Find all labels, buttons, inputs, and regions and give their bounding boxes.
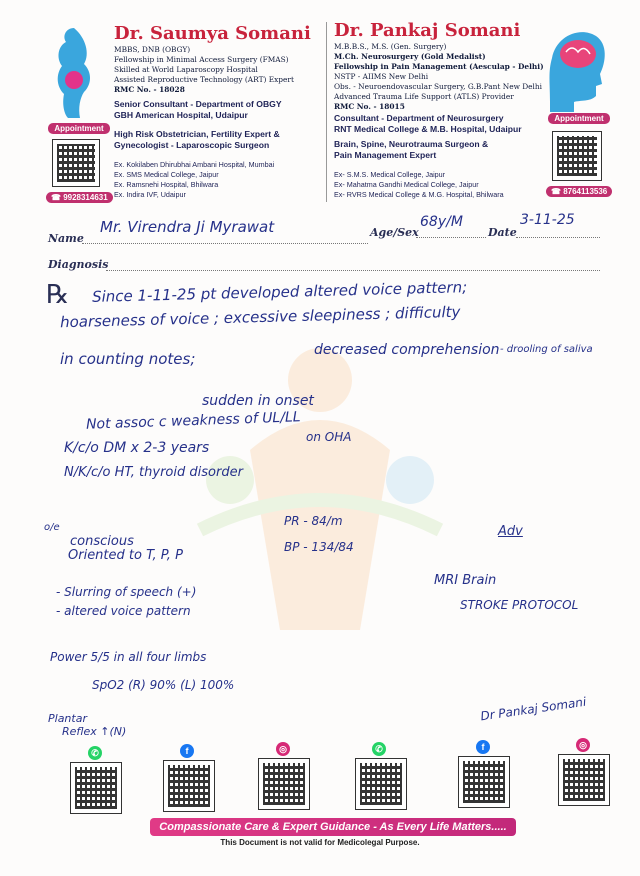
position-line: Gynecologist - Laparoscopic Surgeon: [114, 140, 270, 150]
date-line: [516, 237, 600, 238]
brain-head-icon: [540, 22, 610, 112]
note-line: Power 5/5 in all four limbs: [50, 650, 207, 664]
footer-disclaimer: This Document is not valid for Medicolegal Purpose.: [220, 838, 420, 847]
note-line: - drooling of saliva: [500, 344, 593, 355]
note-line: K/c/o DM x 2-3 years: [64, 440, 210, 456]
instagram-icon[interactable]: ◎: [276, 742, 290, 756]
facebook-icon[interactable]: f: [180, 744, 194, 758]
experience-line: Ex- Mahatma Gandhi Medical College, Jaipur: [334, 180, 479, 189]
note-line: Since 1-11-25 pt developed altered voice pattern;: [91, 278, 468, 306]
note-line: o/e: [44, 522, 60, 533]
left-doctor-name: Dr. Saumya Somani: [114, 23, 311, 44]
note-line: SpO2 (R) 90% (L) 100%: [92, 678, 235, 692]
agesex-label: Age/Sex: [370, 226, 419, 239]
name-line: [82, 243, 368, 244]
credential-line: M.B.B.S., M.S. (Gen. Surgery): [334, 42, 447, 51]
right-doctor-experience: [334, 170, 549, 200]
social-qr[interactable]: [258, 758, 310, 810]
credential-line: M.Ch. Neurosurgery (Gold Medalist): [334, 52, 486, 61]
social-qr[interactable]: [558, 754, 610, 806]
doctor-signature: Dr Pankaj Somani: [479, 694, 588, 724]
position-line: Brain, Spine, Neurotrauma Surgeon &: [334, 139, 489, 149]
watermark-logo: [190, 330, 450, 630]
note-line: in counting notes;: [60, 350, 196, 368]
note-line: MRI Brain: [434, 573, 497, 588]
note-line: - altered voice pattern: [56, 604, 191, 618]
social-qr[interactable]: [70, 762, 122, 814]
facebook-icon[interactable]: f: [476, 740, 490, 754]
phone-icon: ☎: [551, 187, 564, 196]
note-line: Oriented to T, P, P: [68, 548, 183, 563]
phone-icon: ☎: [51, 193, 64, 202]
credential-line: Obs. - Neuroendovascular Surgery, G.B.Pant New Delhi: [334, 82, 543, 91]
note-line: conscious: [70, 534, 134, 549]
left-doctor-credentials: [114, 45, 324, 95]
right-doctor-name: Dr. Pankaj Somani: [334, 20, 521, 41]
appointment-qr-right[interactable]: [552, 131, 602, 181]
credential-line: Fellowship in Pain Management (Aesculap - Delhi): [334, 62, 544, 71]
right-doctor-credentials: [334, 42, 549, 112]
credential-line: Skilled at World Laparoscopy Hospital: [114, 65, 258, 74]
note-line: - Slurring of speech (+): [56, 585, 197, 599]
position-line: High Risk Obstetrician, Fertility Expert &: [114, 129, 280, 139]
note-line: Reflex ↑(N): [62, 725, 127, 738]
experience-line: Ex- RVRS Medical College & M.G. Hospital, Bhilwara: [334, 190, 504, 199]
appointment-qr-left[interactable]: [52, 139, 100, 187]
note-line: hoarseness of voice ; excessive sleepiness ; difficulty: [59, 302, 461, 332]
instagram-icon[interactable]: ◎: [576, 738, 590, 752]
credential-line: Advanced Trauma Life Support (ATLS) Provider: [334, 92, 514, 101]
credential-line: RMC No. - 18028: [114, 85, 185, 94]
phone-number-left: 9928314631: [63, 193, 108, 202]
agesex-line: [416, 237, 486, 238]
position-line: Consultant - Department of Neurosurgery: [334, 113, 504, 123]
position-line: RNT Medical College & M.B. Hospital, Udaipur: [334, 124, 522, 134]
social-qr[interactable]: [355, 758, 407, 810]
left-doctor-positions: [114, 99, 324, 151]
note-line: sudden in onset: [202, 393, 314, 409]
note-line: Adv: [498, 524, 523, 539]
rx-symbol: ℞: [46, 280, 70, 310]
diagnosis-line: [106, 270, 600, 271]
note-line: decreased comprehension: [314, 342, 500, 358]
whatsapp-icon[interactable]: ✆: [88, 746, 102, 760]
right-doctor-positions: [334, 113, 549, 161]
patient-name-value: Mr. Virendra Ji Myrawat: [100, 218, 275, 236]
name-label: Name: [48, 232, 84, 245]
whatsapp-icon[interactable]: ✆: [372, 742, 386, 756]
patient-agesex-value: 68y/M: [420, 214, 463, 230]
note-line: N/K/c/o HT, thyroid disorder: [64, 465, 243, 480]
note-line: BP - 134/84: [284, 540, 354, 554]
credential-line: Fellowship in Minimal Access Surgery (FMAS): [114, 55, 289, 64]
note-line: on OHA: [306, 430, 352, 444]
position-line: GBH American Hospital, Udaipur: [114, 110, 248, 120]
pregnancy-silhouette-icon: [44, 24, 104, 120]
credential-line: RMC No. - 18015: [334, 102, 405, 111]
social-qr[interactable]: [163, 760, 215, 812]
note-line: PR - 84/m: [284, 514, 343, 528]
visit-date-value: 3-11-25: [520, 212, 575, 228]
experience-line: Ex. SMS Medical College, Jaipur: [114, 170, 219, 179]
diagnosis-label: Diagnosis: [48, 258, 109, 271]
date-label: Date: [488, 226, 517, 239]
note-line: STROKE PROTOCOL: [460, 598, 579, 612]
position-line: Senior Consultant - Department of OBGY: [114, 99, 282, 109]
social-qr[interactable]: [458, 756, 510, 808]
appointment-label-left: Appointment: [48, 123, 110, 134]
experience-line: Ex. Ramsnehi Hospital, Bhilwara: [114, 180, 219, 189]
experience-line: Ex. Kokilaben Dhirubhai Ambani Hospital, Mumbai: [114, 160, 275, 169]
footer-tagline: Compassionate Care & Expert Guidance - As Every Life Matters.....: [150, 818, 516, 836]
note-line: Plantar: [48, 712, 87, 725]
phone-badge-right[interactable]: [546, 186, 612, 197]
credential-line: Assisted Reproductive Technology (ART) Expert: [114, 75, 294, 84]
phone-badge-left[interactable]: [46, 192, 113, 203]
experience-line: Ex- S.M.S. Medical College, Jaipur: [334, 170, 446, 179]
credential-line: MBBS, DNB (OBGY): [114, 45, 191, 54]
header-divider: [326, 22, 327, 202]
note-line: Not assoc c weakness of UL/LL: [85, 409, 301, 433]
left-doctor-experience: [114, 160, 324, 200]
position-line: Pain Management Expert: [334, 150, 437, 160]
credential-line: NSTP - AIIMS New Delhi: [334, 72, 429, 81]
experience-line: Ex. Indira IVF, Udaipur: [114, 190, 186, 199]
appointment-label-right: Appointment: [548, 113, 610, 124]
phone-number-right: 8764113536: [563, 187, 608, 196]
